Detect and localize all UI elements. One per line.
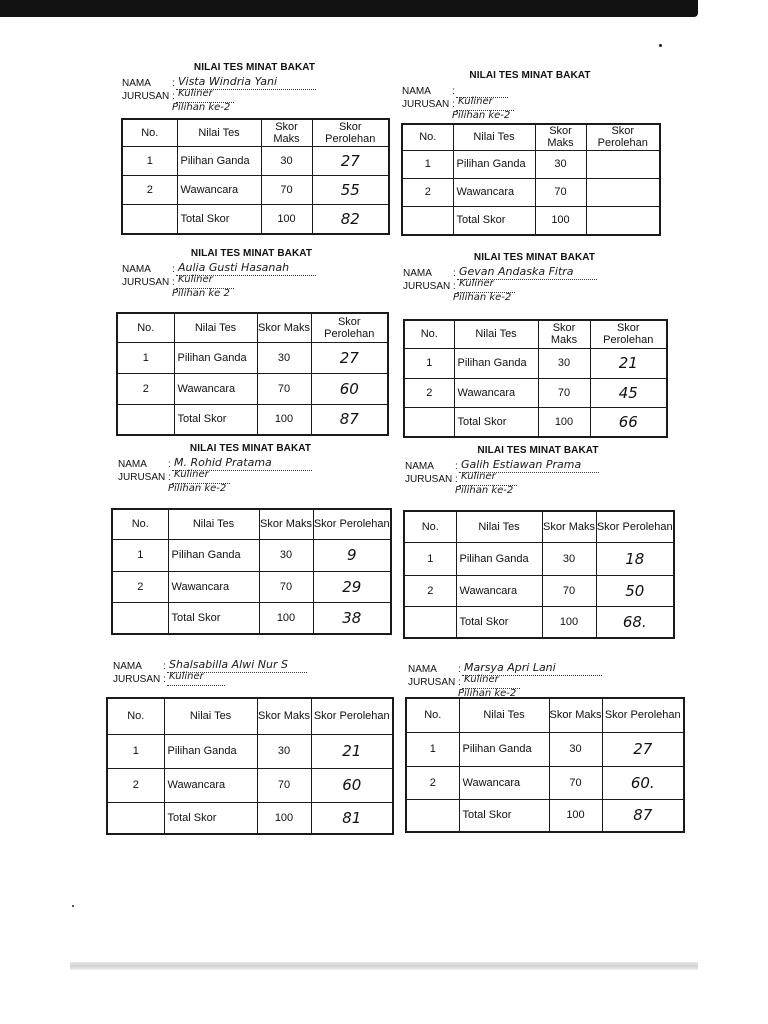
col-skor-maks-header: Skor Maks [257, 698, 311, 734]
col-no-header: No. [402, 124, 453, 150]
row-nilai-tes: Pilihan Ganda [168, 539, 259, 571]
row-skor-perolehan: 87 [311, 404, 388, 435]
col-skor-maks-header: Skor Maks [261, 119, 312, 146]
row-skor-maks: 100 [542, 606, 596, 638]
table-row [404, 378, 667, 407]
table-row [122, 146, 389, 175]
row-no: 2 [404, 378, 454, 407]
row-skor-maks: 30 [259, 539, 313, 571]
row-skor-perolehan [586, 206, 660, 235]
table-row [112, 571, 391, 602]
row-skor-perolehan: 38 [313, 602, 391, 634]
colon: : [172, 91, 175, 102]
row-no: 2 [402, 178, 453, 206]
jurusan-value: Kuliner [464, 674, 499, 685]
table-row [404, 575, 674, 606]
record-title: NILAI TES MINAT BAKAT [189, 443, 312, 454]
score-table [403, 319, 668, 438]
row-skor-maks: 70 [538, 378, 590, 407]
row-skor-perolehan: 21 [311, 734, 393, 768]
colon: : [163, 674, 166, 685]
jurusan-label: JURUSAN [113, 674, 161, 685]
row-no [107, 802, 164, 834]
row-skor-maks: 100 [538, 407, 590, 437]
colon: : [452, 99, 455, 110]
score-record [392, 70, 692, 280]
pilihan-note: Pilihan ke-2 [458, 688, 517, 699]
nama-label: NAMA [405, 461, 434, 472]
table-header-row [406, 698, 684, 732]
row-skor-perolehan: 82 [312, 204, 389, 234]
row-skor-maks: 70 [259, 571, 313, 602]
row-no [404, 407, 454, 437]
row-skor-maks: 30 [538, 348, 590, 378]
table-header-row [107, 698, 393, 734]
row-skor-maks: 70 [535, 178, 586, 206]
row-skor-maks: 70 [257, 373, 311, 404]
row-nilai-tes: Pilihan Ganda [456, 542, 542, 575]
row-skor-perolehan: 50 [596, 575, 674, 606]
row-skor-perolehan [586, 150, 660, 178]
col-skor-maks-header: Skor Maks [542, 511, 596, 542]
jurusan-label: JURUSAN [408, 677, 456, 688]
nama-value: Gevan Andaska Fitra [459, 265, 574, 278]
table-row [107, 768, 393, 802]
record-title: NILAI TES MINAT BAKAT [193, 62, 316, 73]
nama-label: NAMA [113, 661, 142, 672]
col-skor-maks-header: Skor Maks [549, 698, 602, 732]
col-skor-maks-header: Skor Maks [259, 509, 313, 539]
score-record [398, 648, 698, 858]
pilihan-note: Pilihan ke-2 [453, 292, 512, 303]
colon: : [453, 281, 456, 292]
score-table [106, 697, 394, 835]
table-row [117, 404, 388, 435]
jurusan-label: JURUSAN [122, 91, 170, 102]
row-skor-perolehan: 29 [313, 571, 391, 602]
nama-value: Vista Windria Yani [178, 75, 278, 88]
row-nilai-tes: Wawancara [459, 766, 549, 799]
row-skor-perolehan: 27 [602, 732, 684, 766]
col-no-header: No. [117, 313, 174, 342]
row-skor-maks: 100 [257, 404, 311, 435]
table-header-row [404, 320, 667, 348]
table-header-row [404, 511, 674, 542]
row-nilai-tes: Total Skor [164, 802, 257, 834]
col-skor-maks-header: Skor Maks [538, 320, 590, 348]
nama-label: NAMA [118, 459, 147, 470]
col-nilai-tes-header: Nilai Tes [453, 124, 535, 150]
row-skor-perolehan: 9 [313, 539, 391, 571]
score-record [393, 252, 693, 462]
nama-label: NAMA [122, 78, 151, 89]
row-no [112, 602, 168, 634]
row-skor-maks: 30 [542, 542, 596, 575]
table-row [406, 766, 684, 799]
row-nilai-tes: Pilihan Ganda [177, 146, 261, 175]
colon: : [458, 664, 461, 675]
scan-top-edge [0, 0, 698, 17]
score-record [112, 62, 412, 272]
nama-value: Marsya Apri Lani [464, 661, 556, 674]
score-record [103, 645, 403, 855]
row-skor-maks: 100 [261, 204, 312, 234]
row-nilai-tes: Pilihan Ganda [459, 732, 549, 766]
table-row [117, 342, 388, 373]
col-no-header: No. [107, 698, 164, 734]
row-no [122, 204, 177, 234]
row-skor-maks: 100 [259, 602, 313, 634]
row-skor-maks: 30 [261, 146, 312, 175]
table-row [404, 407, 667, 437]
col-nilai-tes-header: Nilai Tes [459, 698, 549, 732]
jurusan-value: Kuliner [169, 671, 204, 682]
pilihan-note: Pilihan ke-2 [452, 110, 511, 121]
jurusan-value: Kuliner [461, 471, 496, 482]
table-row [402, 178, 660, 206]
row-nilai-tes: Wawancara [164, 768, 257, 802]
row-nilai-tes: Total Skor [454, 407, 538, 437]
nama-label: NAMA [122, 264, 151, 275]
row-skor-maks: 30 [549, 732, 602, 766]
row-nilai-tes: Total Skor [456, 606, 542, 638]
table-header-row [122, 119, 389, 146]
col-skor-maks-header: Skor Maks [257, 313, 311, 342]
table-row [112, 539, 391, 571]
score-table [401, 123, 661, 236]
row-skor-perolehan: 66 [590, 407, 667, 437]
row-nilai-tes: Pilihan Ganda [453, 150, 535, 178]
colon: : [458, 677, 461, 688]
row-nilai-tes: Wawancara [454, 378, 538, 407]
record-title: NILAI TES MINAT BAKAT [477, 445, 599, 456]
pilihan-note: Pilihan ke-2 [172, 102, 231, 113]
table-header-row [117, 313, 388, 342]
row-nilai-tes: Total Skor [177, 204, 261, 234]
col-skor-perolehan-header: Skor Perolehan [313, 509, 391, 539]
col-skor-maks-header: Skor Maks [535, 124, 586, 150]
row-skor-perolehan: 27 [311, 342, 388, 373]
score-table [116, 312, 389, 436]
col-nilai-tes-header: Nilai Tes [164, 698, 257, 734]
row-no: 2 [122, 175, 177, 204]
score-table [403, 510, 675, 639]
table-row [404, 348, 667, 378]
row-nilai-tes: Wawancara [174, 373, 257, 404]
row-nilai-tes: Total Skor [459, 799, 549, 832]
table-row [404, 606, 674, 638]
nama-label: NAMA [408, 664, 437, 675]
col-skor-perolehan-header: Skor Perolehan [596, 511, 674, 542]
colon: : [172, 277, 175, 288]
row-nilai-tes: Total Skor [174, 404, 257, 435]
row-skor-perolehan: 60. [602, 766, 684, 799]
jurusan-label: JURUSAN [405, 474, 453, 485]
row-no: 1 [402, 150, 453, 178]
table-row [406, 732, 684, 766]
table-header-row [112, 509, 391, 539]
colon: : [168, 472, 171, 483]
col-skor-perolehan-header: Skor Perolehan [602, 698, 684, 732]
score-record [112, 248, 412, 458]
nama-value: Galih Estiawan Prama [461, 458, 582, 471]
jurusan-label: JURUSAN [403, 281, 451, 292]
colon: : [168, 459, 171, 470]
row-skor-maks: 30 [535, 150, 586, 178]
jurusan-value: Kuliner [178, 88, 213, 99]
col-nilai-tes-header: Nilai Tes [454, 320, 538, 348]
col-nilai-tes-header: Nilai Tes [174, 313, 257, 342]
pilihan-note: Pilihan ke-2 [455, 485, 514, 496]
col-no-header: No. [404, 511, 456, 542]
scan-speck [72, 905, 74, 907]
row-skor-maks: 100 [535, 206, 586, 235]
row-no [406, 799, 459, 832]
row-no: 1 [406, 732, 459, 766]
row-skor-perolehan: 55 [312, 175, 389, 204]
row-skor-perolehan: 60 [311, 373, 388, 404]
row-skor-perolehan: 21 [590, 348, 667, 378]
colon: : [172, 78, 175, 89]
score-record [108, 443, 408, 653]
row-nilai-tes: Pilihan Ganda [174, 342, 257, 373]
row-no: 1 [404, 542, 456, 575]
row-skor-perolehan: 18 [596, 542, 674, 575]
jurusan-value: Kuliner [178, 274, 213, 285]
row-skor-perolehan: 27 [312, 146, 389, 175]
row-no: 1 [122, 146, 177, 175]
row-no: 2 [404, 575, 456, 606]
colon: : [453, 268, 456, 279]
table-row [112, 602, 391, 634]
table-row [107, 802, 393, 834]
col-skor-perolehan-header: Skor Perolehan [312, 119, 389, 146]
pilihan-note: Pilihan ke 2 [172, 288, 230, 299]
table-row [117, 373, 388, 404]
jurusan-value: Kuliner [458, 96, 493, 107]
row-no: 2 [112, 571, 168, 602]
col-skor-perolehan-header: Skor Perolehan [311, 698, 393, 734]
row-no [404, 606, 456, 638]
row-nilai-tes: Wawancara [177, 175, 261, 204]
jurusan-label: JURUSAN [118, 472, 166, 483]
col-nilai-tes-header: Nilai Tes [456, 511, 542, 542]
nama-value: M. Rohid Pratama [174, 456, 272, 469]
row-skor-maks: 70 [261, 175, 312, 204]
row-no: 1 [107, 734, 164, 768]
col-no-header: No. [112, 509, 168, 539]
row-skor-maks: 100 [257, 802, 311, 834]
score-table [405, 697, 685, 833]
col-nilai-tes-header: Nilai Tes [177, 119, 261, 146]
row-skor-maks: 100 [549, 799, 602, 832]
row-skor-maks: 30 [257, 734, 311, 768]
nama-label: NAMA [403, 268, 432, 279]
score-table [121, 118, 390, 235]
nama-label: NAMA [402, 86, 431, 97]
row-skor-perolehan: 87 [602, 799, 684, 832]
row-nilai-tes: Pilihan Ganda [164, 734, 257, 768]
table-header-row [402, 124, 660, 150]
jurusan-value: Kuliner [459, 278, 494, 289]
colon: : [172, 264, 175, 275]
table-row [406, 799, 684, 832]
row-nilai-tes: Wawancara [453, 178, 535, 206]
row-nilai-tes: Wawancara [456, 575, 542, 606]
colon: : [452, 86, 455, 97]
table-row [107, 734, 393, 768]
row-no [402, 206, 453, 235]
row-nilai-tes: Pilihan Ganda [454, 348, 538, 378]
col-nilai-tes-header: Nilai Tes [168, 509, 259, 539]
row-skor-perolehan: 68. [596, 606, 674, 638]
record-title: NILAI TES MINAT BAKAT [190, 248, 313, 259]
row-skor-perolehan: 81 [311, 802, 393, 834]
row-no: 2 [406, 766, 459, 799]
colon: : [455, 461, 458, 472]
col-no-header: No. [122, 119, 177, 146]
col-no-header: No. [406, 698, 459, 732]
jurusan-value: Kuliner [174, 469, 209, 480]
row-skor-maks: 70 [257, 768, 311, 802]
jurusan-label: JURUSAN [402, 99, 450, 110]
row-no: 1 [117, 342, 174, 373]
row-skor-maks: 30 [257, 342, 311, 373]
record-title: NILAI TES MINAT BAKAT [469, 70, 591, 81]
col-skor-perolehan-header: Skor Perolehan [586, 124, 660, 150]
table-row [122, 175, 389, 204]
nama-value: Shalsabilla Alwi Nur S [169, 658, 288, 671]
score-record [395, 445, 695, 655]
jurusan-underline [167, 684, 225, 686]
row-skor-perolehan: 45 [590, 378, 667, 407]
col-skor-perolehan-header: Skor Perolehan [311, 313, 388, 342]
row-no: 2 [117, 373, 174, 404]
nama-value: Aulia Gusti Hasanah [178, 261, 290, 274]
row-nilai-tes: Total Skor [168, 602, 259, 634]
table-row [404, 542, 674, 575]
row-skor-maks: 70 [542, 575, 596, 606]
row-nilai-tes: Wawancara [168, 571, 259, 602]
score-table [111, 508, 392, 635]
col-no-header: No. [404, 320, 454, 348]
row-no [117, 404, 174, 435]
scan-bottom-smudge [70, 962, 698, 970]
row-skor-perolehan: 60 [311, 768, 393, 802]
colon: : [455, 474, 458, 485]
table-row [402, 206, 660, 235]
table-row [402, 150, 660, 178]
table-row [122, 204, 389, 234]
scan-speck [659, 44, 662, 47]
row-nilai-tes: Total Skor [453, 206, 535, 235]
jurusan-label: JURUSAN [122, 277, 170, 288]
row-no: 1 [404, 348, 454, 378]
colon: : [163, 661, 166, 672]
row-no: 2 [107, 768, 164, 802]
record-title: NILAI TES MINAT BAKAT [473, 252, 596, 263]
row-skor-maks: 70 [549, 766, 602, 799]
col-skor-perolehan-header: Skor Perolehan [590, 320, 667, 348]
pilihan-note: Pilihan ke-2 [168, 483, 227, 494]
row-no: 1 [112, 539, 168, 571]
row-skor-perolehan [586, 178, 660, 206]
